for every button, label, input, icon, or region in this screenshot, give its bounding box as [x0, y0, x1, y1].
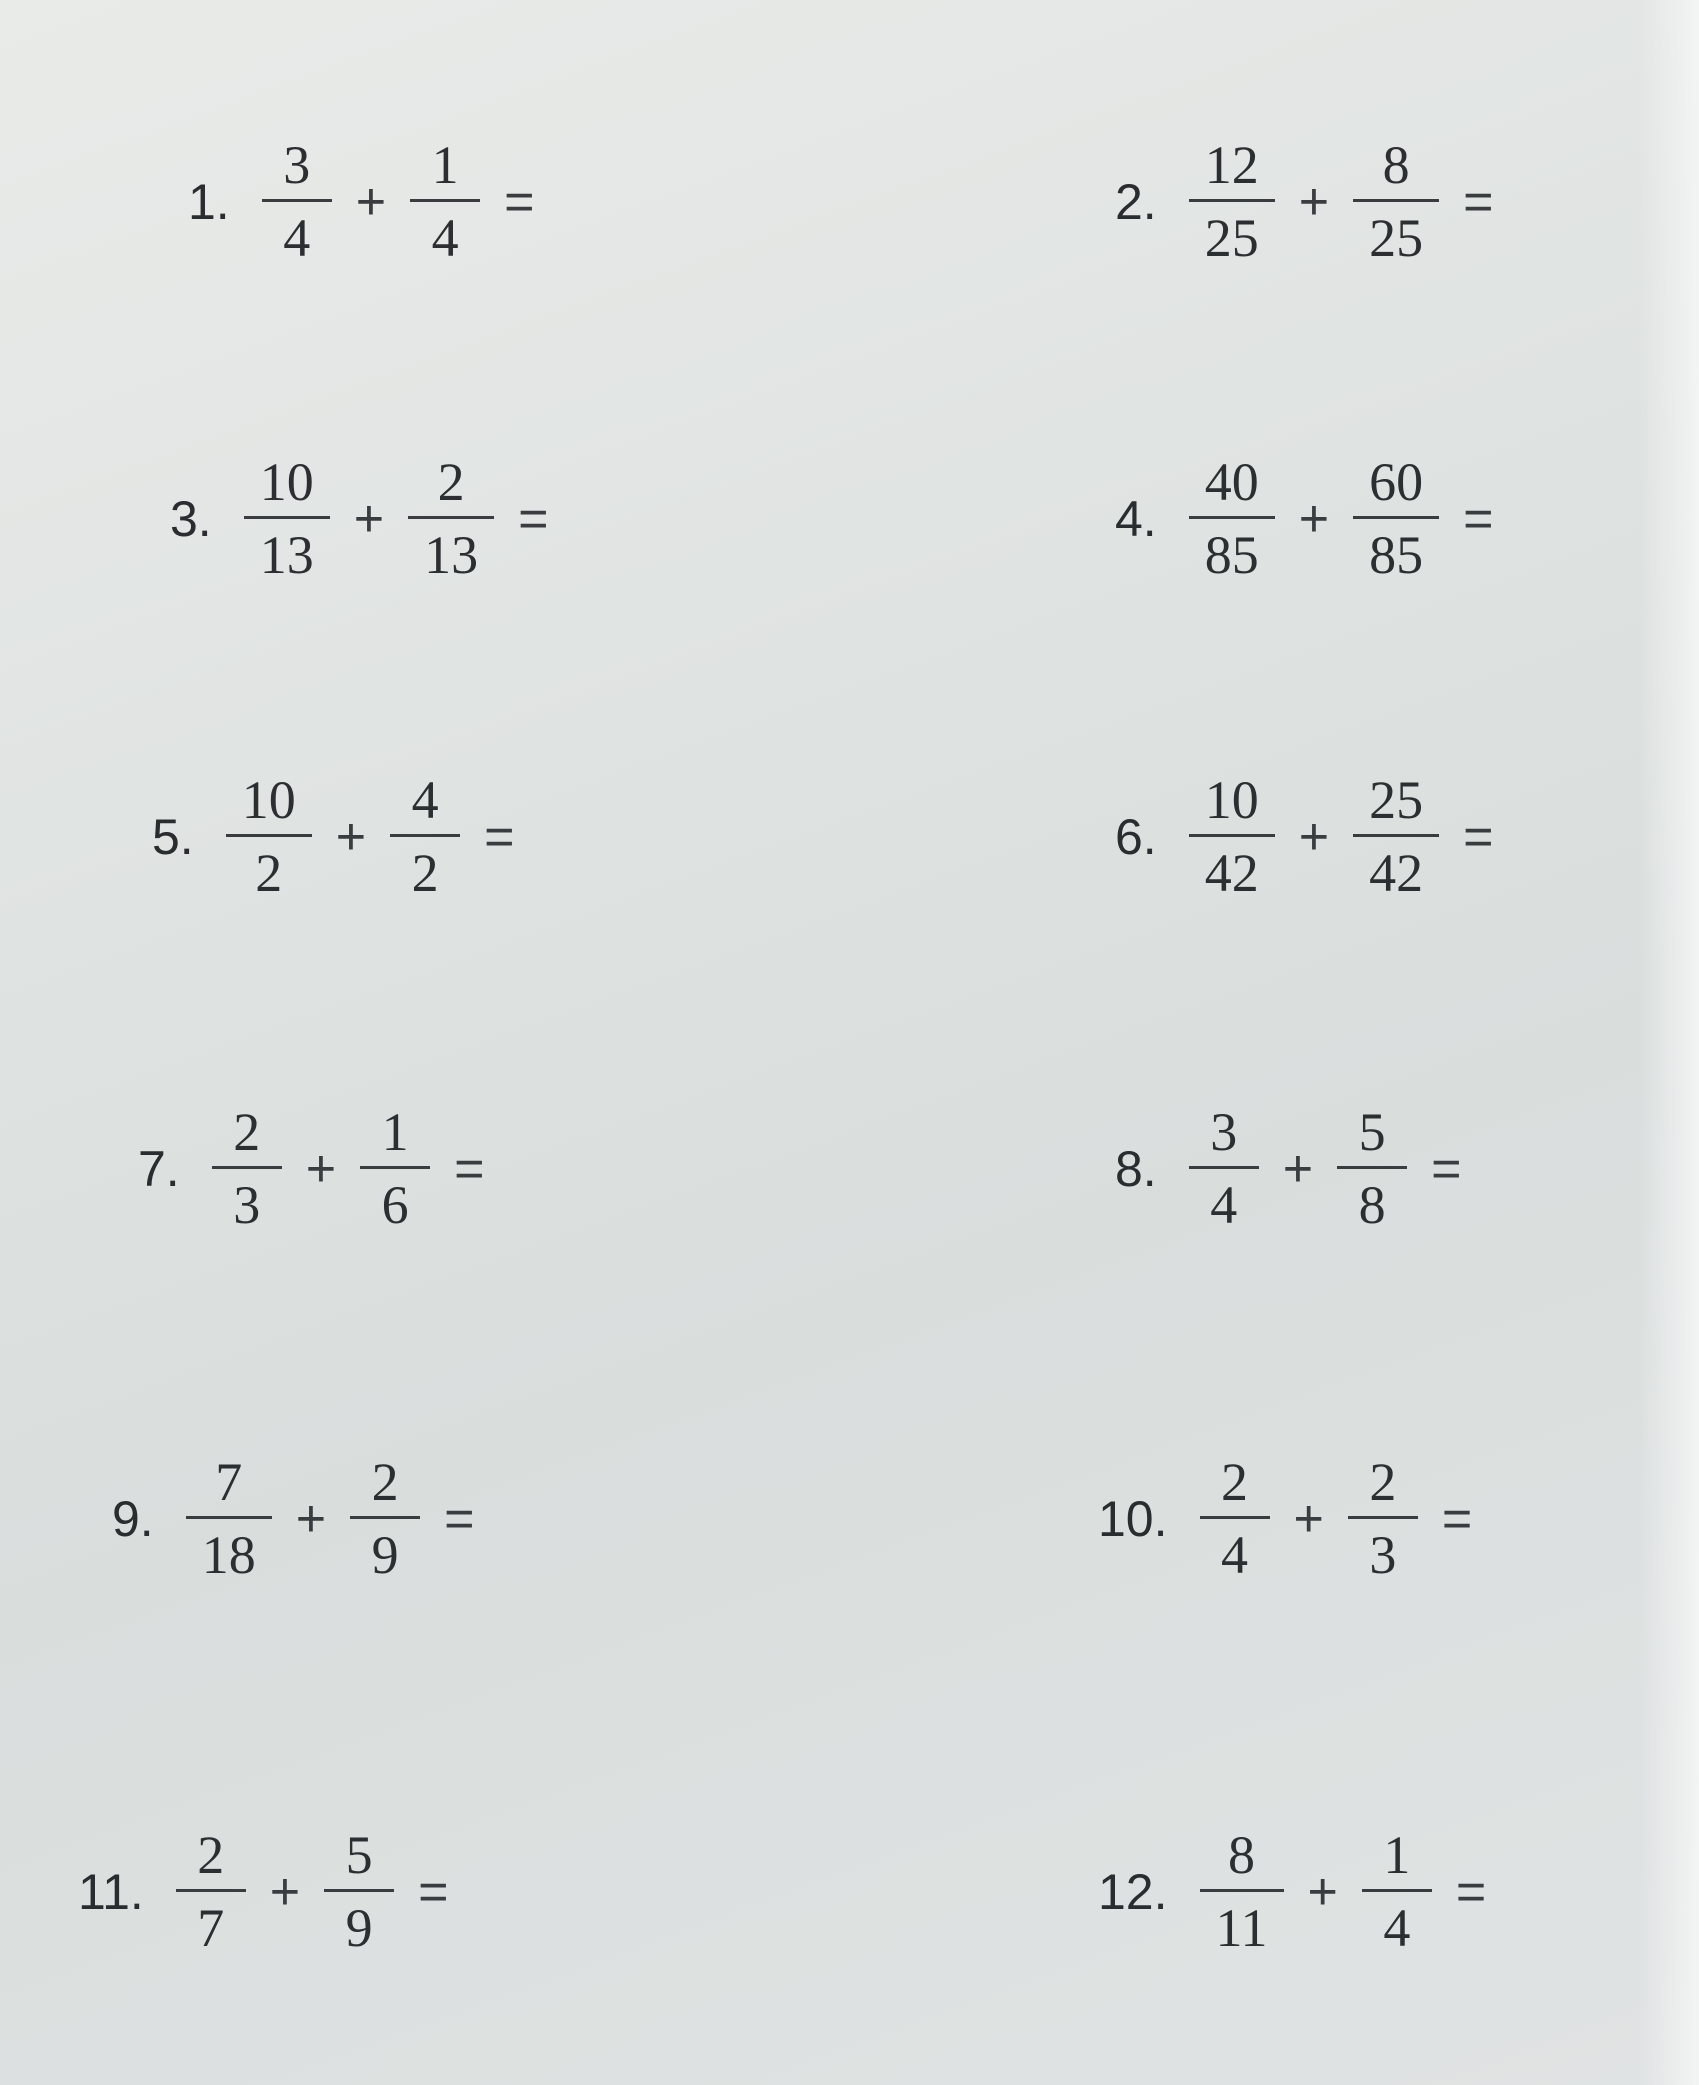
- numerator: 40: [1204, 452, 1259, 512]
- fraction-bar: [350, 1516, 420, 1519]
- numerator: 60: [1369, 452, 1424, 512]
- problem-number: 7.: [138, 1140, 180, 1197]
- denominator: 3: [1369, 1525, 1397, 1585]
- fraction-bar: [226, 834, 312, 837]
- problem-number: 3.: [170, 490, 212, 547]
- fraction-a: [1189, 452, 1275, 585]
- equals-sign: =: [454, 1139, 485, 1198]
- fraction-bar: [1200, 1889, 1284, 1892]
- fraction-a: [176, 1825, 246, 1958]
- numerator: 3: [1210, 1102, 1238, 1162]
- equals-sign: =: [1455, 1862, 1487, 1921]
- numerator: 1: [381, 1102, 409, 1162]
- page-edge-shading: [1639, 0, 1699, 2085]
- fraction-bar: [1348, 1516, 1418, 1519]
- problem-7: [138, 1102, 484, 1235]
- plus-sign: +: [1298, 489, 1330, 548]
- denominator: 85: [1204, 525, 1259, 585]
- denominator: 6: [381, 1175, 409, 1235]
- fraction-b: [1353, 135, 1439, 268]
- denominator: 42: [1204, 843, 1259, 903]
- fraction-a: [186, 1452, 272, 1585]
- denominator: 9: [345, 1898, 373, 1958]
- fraction-bar: [1189, 516, 1275, 519]
- numerator: 10: [259, 452, 314, 512]
- denominator: 25: [1204, 208, 1259, 268]
- numerator: 8: [1228, 1825, 1256, 1885]
- fraction-bar: [1337, 1166, 1407, 1169]
- plus-sign: +: [1282, 1139, 1314, 1198]
- numerator: 5: [345, 1825, 373, 1885]
- equals-sign: =: [1431, 1139, 1462, 1198]
- fraction-a: [1189, 135, 1275, 268]
- fraction-bar: [1189, 199, 1275, 202]
- fraction-bar: [244, 516, 330, 519]
- denominator: 4: [1383, 1898, 1411, 1958]
- fraction-b: [1348, 1452, 1418, 1585]
- fraction-a: [262, 135, 332, 268]
- problem-number: 8.: [1115, 1140, 1157, 1197]
- numerator: 12: [1204, 135, 1259, 195]
- problem-number: 9.: [112, 1490, 154, 1547]
- fraction-bar: [1353, 199, 1439, 202]
- plus-sign: +: [355, 172, 387, 231]
- plus-sign: +: [1298, 172, 1330, 231]
- fraction-b: [1337, 1102, 1407, 1235]
- equals-sign: =: [504, 172, 535, 231]
- plus-sign: +: [305, 1139, 337, 1198]
- plus-sign: +: [1298, 807, 1330, 866]
- fraction-bar: [1189, 1166, 1259, 1169]
- fraction-b: [1362, 1825, 1432, 1958]
- numerator: 2: [197, 1825, 225, 1885]
- problem-number: 1.: [188, 173, 230, 230]
- numerator: 5: [1358, 1102, 1386, 1162]
- fraction-bar: [410, 199, 480, 202]
- plus-sign: +: [269, 1862, 301, 1921]
- denominator: 11: [1215, 1898, 1268, 1958]
- denominator: 4: [431, 208, 459, 268]
- equals-sign: =: [418, 1862, 449, 1921]
- numerator: 2: [1221, 1452, 1249, 1512]
- fraction-bar: [1362, 1889, 1432, 1892]
- fraction-bar: [1353, 516, 1439, 519]
- problem-3: [170, 452, 548, 585]
- fraction-b: [408, 452, 494, 585]
- numerator: 2: [233, 1102, 261, 1162]
- fraction-a: [244, 452, 330, 585]
- fraction-bar: [1353, 834, 1439, 837]
- fraction-bar: [324, 1889, 394, 1892]
- denominator: 4: [1221, 1525, 1249, 1585]
- fraction-bar: [390, 834, 460, 837]
- equals-sign: =: [1463, 172, 1494, 231]
- problem-number: 5.: [152, 808, 194, 865]
- denominator: 2: [255, 843, 283, 903]
- fraction-bar: [1200, 1516, 1270, 1519]
- numerator: 10: [241, 770, 296, 830]
- plus-sign: +: [335, 807, 367, 866]
- fraction-b: [1353, 770, 1439, 903]
- denominator: 4: [1210, 1175, 1238, 1235]
- equals-sign: =: [1463, 807, 1494, 866]
- fraction-a: [1200, 1452, 1270, 1585]
- fraction-a: [1189, 770, 1275, 903]
- fraction-a: [1189, 1102, 1259, 1235]
- denominator: 18: [201, 1525, 256, 1585]
- equals-sign: =: [518, 489, 549, 548]
- fraction-bar: [262, 199, 332, 202]
- numerator: 2: [371, 1452, 399, 1512]
- fraction-b: [410, 135, 480, 268]
- fraction-a: [212, 1102, 282, 1235]
- problem-number: 6.: [1115, 808, 1157, 865]
- problem-12: [1098, 1825, 1486, 1958]
- denominator: 7: [197, 1898, 225, 1958]
- denominator: 3: [233, 1175, 261, 1235]
- fraction-b: [350, 1452, 420, 1585]
- fraction-bar: [360, 1166, 430, 1169]
- plus-sign: +: [295, 1489, 327, 1548]
- numerator: 2: [1369, 1452, 1397, 1512]
- denominator: 13: [259, 525, 314, 585]
- problem-number: 4.: [1115, 490, 1157, 547]
- problem-8: [1115, 1102, 1461, 1235]
- fraction-bar: [408, 516, 494, 519]
- equals-sign: =: [1463, 489, 1494, 548]
- denominator: 2: [411, 843, 439, 903]
- fraction-b: [360, 1102, 430, 1235]
- numerator: 1: [1383, 1825, 1411, 1885]
- plus-sign: +: [353, 489, 385, 548]
- problem-11: [78, 1825, 449, 1958]
- plus-sign: +: [1307, 1862, 1338, 1921]
- numerator: 1: [431, 135, 459, 195]
- equals-sign: =: [484, 807, 515, 866]
- problem-number: 12.: [1098, 1863, 1168, 1920]
- problem-2: [1115, 135, 1493, 268]
- equals-sign: =: [444, 1489, 475, 1548]
- fraction-b: [1353, 452, 1439, 585]
- denominator: 25: [1369, 208, 1424, 268]
- numerator: 4: [411, 770, 439, 830]
- denominator: 4: [283, 208, 311, 268]
- denominator: 85: [1369, 525, 1424, 585]
- numerator: 3: [283, 135, 311, 195]
- numerator: 7: [215, 1452, 243, 1512]
- denominator: 13: [424, 525, 479, 585]
- problem-10: [1098, 1452, 1472, 1585]
- numerator: 25: [1369, 770, 1424, 830]
- problem-9: [112, 1452, 474, 1585]
- fraction-a: [226, 770, 312, 903]
- plus-sign: +: [1293, 1489, 1324, 1548]
- fraction-bar: [1189, 834, 1275, 837]
- fraction-bar: [212, 1166, 282, 1169]
- problem-5: [152, 770, 514, 903]
- problem-4: [1115, 452, 1493, 585]
- problem-1: [188, 135, 534, 268]
- denominator: 8: [1358, 1175, 1386, 1235]
- denominator: 42: [1369, 843, 1424, 903]
- fraction-bar: [186, 1516, 272, 1519]
- fraction-b: [324, 1825, 394, 1958]
- problem-number: 11.: [78, 1863, 144, 1920]
- numerator: 8: [1382, 135, 1410, 195]
- fraction-bar: [176, 1889, 246, 1892]
- numerator: 10: [1204, 770, 1259, 830]
- equals-sign: =: [1441, 1489, 1473, 1548]
- fraction-b: [390, 770, 460, 903]
- problem-number: 2.: [1115, 173, 1157, 230]
- problem-6: [1115, 770, 1493, 903]
- numerator: 2: [437, 452, 465, 512]
- denominator: 9: [371, 1525, 399, 1585]
- problem-number: 10.: [1098, 1490, 1168, 1547]
- fraction-a: [1200, 1825, 1284, 1958]
